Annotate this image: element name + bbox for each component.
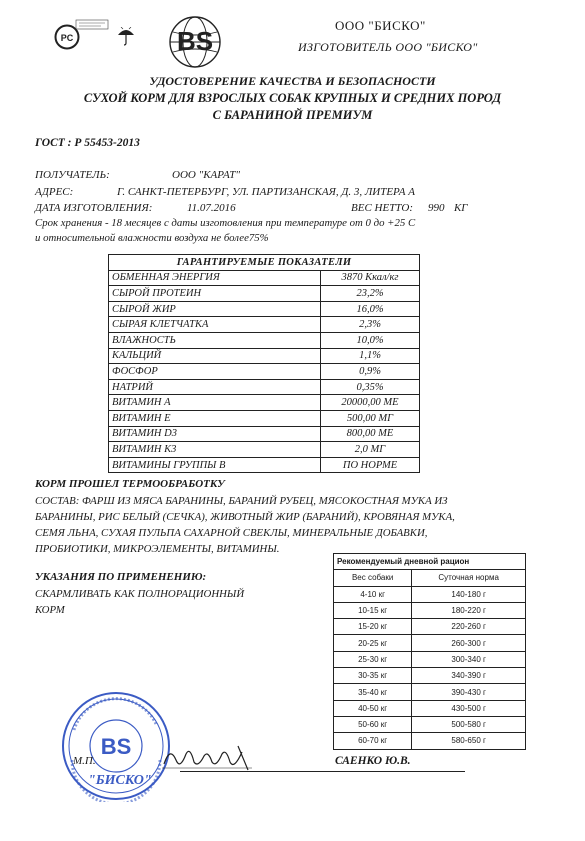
table-row <box>109 270 420 286</box>
header-manufacturer: ИЗГОТОВИТЕЛЬ ООО "БИСКО" <box>298 40 478 54</box>
heat-treatment-note: КОРМ ПРОШЕЛ ТЕРМООБРАБОТКУ <box>35 478 225 490</box>
umbrella-icon <box>117 27 135 47</box>
table-row <box>334 668 526 684</box>
recipient-label: ПОЛУЧАТЕЛЬ: <box>35 169 110 181</box>
table-row <box>109 457 420 473</box>
svg-text:PC: PC <box>60 33 74 43</box>
dog-weight: 10-15 кг <box>334 602 412 618</box>
table-row <box>109 301 420 317</box>
usage-line-1: СКАРМЛИВАТЬ КАК ПОЛНОРАЦИОННЫЙ <box>35 588 245 600</box>
indicator-value: 16,0% <box>321 301 420 317</box>
table-row <box>109 426 420 442</box>
date-label: ДАТА ИЗГОТОВЛЕНИЯ: <box>35 202 153 214</box>
stamp-org-text: "БИСКО" <box>88 773 152 788</box>
indicator-name: ВИТАМИН D3 <box>109 426 321 442</box>
net-weight-unit: КГ <box>454 202 468 214</box>
indicator-name: НАТРИЙ <box>109 379 321 395</box>
daily-ration-table <box>333 553 526 750</box>
indicator-name: ВИТАМИН А <box>109 395 321 411</box>
table-header: ГАРАНТИРУЕМЫЕ ПОКАЗАТЕЛИ <box>109 255 420 271</box>
dog-weight: 30-35 кг <box>334 668 412 684</box>
table-row <box>109 317 420 333</box>
dog-weight: 20-25 кг <box>334 635 412 651</box>
guaranteed-indicators-table <box>108 254 420 473</box>
column-header-weight: Вес собаки <box>334 570 412 586</box>
indicator-value: 10,0% <box>321 332 420 348</box>
ration-caption: Рекомендуемый дневной рацион <box>334 554 526 570</box>
table-row <box>109 442 420 458</box>
certification-mark-text <box>75 18 109 32</box>
daily-norm: 430-500 г <box>412 700 526 716</box>
table-row <box>109 379 420 395</box>
net-weight-label: ВЕС НЕТТО: <box>351 202 414 214</box>
recipient-value: ООО "КАРАТ" <box>172 169 241 181</box>
daily-norm: 390-430 г <box>412 684 526 700</box>
certificate-title: УДОСТОВЕРЕНИЕ КАЧЕСТВА И БЕЗОПАСНОСТИ <box>149 74 436 88</box>
date-value: 11.07.2016 <box>187 202 236 214</box>
usage-heading: УКАЗАНИЯ ПО ПРИМЕНЕНИЮ: <box>35 571 207 583</box>
indicator-name: СЫРОЙ ЖИР <box>109 301 321 317</box>
indicator-value: 1,1% <box>321 348 420 364</box>
indicator-name: ВИТАМИН К3 <box>109 442 321 458</box>
indicator-name: ФОСФОР <box>109 364 321 380</box>
table-row <box>334 651 526 667</box>
usage-line-2: КОРМ <box>35 604 65 616</box>
table-row <box>334 700 526 716</box>
indicator-name: ВИТАМИНЫ ГРУППЫ В <box>109 457 321 473</box>
table-row <box>334 602 526 618</box>
composition-line-1: СОСТАВ: ФАРШ ИЗ МЯСА БАРАНИНЫ, БАРАНИЙ РУБЕЦ, МЯСОКОСТНАЯ МУКА ИЗ <box>35 495 448 507</box>
dog-weight: 60-70 кг <box>334 733 412 749</box>
dog-weight: 35-40 кг <box>334 684 412 700</box>
daily-norm: 260-300 г <box>412 635 526 651</box>
indicator-value: 0,35% <box>321 379 420 395</box>
product-title: СУХОЙ КОРМ ДЛЯ ВЗРОСЛЫХ СОБАК КРУПНЫХ И СРЕДНИХ ПОРОД <box>83 91 502 105</box>
composition-line-3: СЕМЯ ЛЬНА, СУХАЯ ПУЛЬПА САХАРНОЙ СВЕКЛЫ, МИНЕРАЛЬНЫЕ ДОБАВКИ, <box>35 527 428 539</box>
bs-globe-logo <box>158 14 232 70</box>
indicator-value: 800,00 МЕ <box>321 426 420 442</box>
address-value: Г. САНКТ-ПЕТЕРБУРГ, УЛ. ПАРТИЗАНСКАЯ, Д. 3, ЛИТЕРА А <box>117 186 415 198</box>
daily-norm: 220-260 г <box>412 619 526 635</box>
column-header-norm: Суточная норма <box>412 570 526 586</box>
daily-norm: 140-180 г <box>412 586 526 602</box>
table-row <box>109 395 420 411</box>
daily-norm: 300-340 г <box>412 651 526 667</box>
address-label: АДРЕС: <box>35 186 74 198</box>
indicator-value: 500,00 МГ <box>321 410 420 426</box>
svg-text:BS: BS <box>100 734 132 759</box>
table-row <box>109 286 420 302</box>
table-row <box>109 332 420 348</box>
indicator-name: СЫРАЯ КЛЕТЧАТКА <box>109 317 321 333</box>
dog-weight: 25-30 кг <box>334 651 412 667</box>
svg-text:BS: BS <box>176 26 214 56</box>
indicator-name: ВИТАМИН Е <box>109 410 321 426</box>
dog-weight: 15-20 кг <box>334 619 412 635</box>
indicator-value: 3870 Ккал/кг <box>321 270 420 286</box>
indicator-name: ВЛАЖНОСТЬ <box>109 332 321 348</box>
table-row <box>109 348 420 364</box>
dog-weight: 40-50 кг <box>334 700 412 716</box>
indicator-value: ПО НОРМЕ <box>321 457 420 473</box>
daily-norm: 340-390 г <box>412 668 526 684</box>
indicator-value: 2,0 МГ <box>321 442 420 458</box>
header-org-name: ООО "БИСКО" <box>335 18 426 33</box>
indicator-name: КАЛЬЦИЙ <box>109 348 321 364</box>
daily-norm: 500-580 г <box>412 716 526 732</box>
storage-line-2: и относительной влажности воздуха не более75% <box>35 232 269 244</box>
stamp-place-label: М.П. <box>73 755 96 767</box>
indicator-value: 2,3% <box>321 317 420 333</box>
storage-line-1: Срок хранения - 18 месяцев с даты изготовления при температуре от 0 до +25 С <box>35 217 416 229</box>
table-row <box>109 364 420 380</box>
indicator-name: ОБМЕННАЯ ЭНЕРГИЯ <box>109 270 321 286</box>
indicator-value: 0,9% <box>321 364 420 380</box>
composition-line-4: ПРОБИОТИКИ, МИКРОЭЛЕМЕНТЫ, ВИТАМИНЫ. <box>35 543 280 555</box>
table-row <box>334 586 526 602</box>
table-row <box>334 684 526 700</box>
product-subtitle: С БАРАНИНОЙ ПРЕМИУМ <box>212 108 373 122</box>
table-row <box>334 716 526 732</box>
daily-norm: 580-650 г <box>412 733 526 749</box>
daily-norm: 180-220 г <box>412 602 526 618</box>
signatory-name: САЕНКО Ю.В. <box>335 755 411 767</box>
dog-weight: 4-10 кг <box>334 586 412 602</box>
signature-line <box>180 771 465 772</box>
table-row <box>109 410 420 426</box>
composition-line-2: БАРАНИНЫ, РИС БЕЛЫЙ (СЕЧКА), ЖИВОТНЫЙ ЖИР (БАРАНИЙ), КРОВЯНАЯ МУКА, <box>35 511 455 523</box>
net-weight-value: 990 <box>428 202 445 214</box>
table-row <box>334 619 526 635</box>
table-row <box>334 635 526 651</box>
indicator-value: 23,2% <box>321 286 420 302</box>
dog-weight: 50-60 кг <box>334 716 412 732</box>
indicator-name: СЫРОЙ ПРОТЕИН <box>109 286 321 302</box>
gost-line: ГОСТ : Р 55453-2013 <box>35 137 140 149</box>
indicator-value: 20000,00 МЕ <box>321 395 420 411</box>
table-row <box>334 733 526 749</box>
